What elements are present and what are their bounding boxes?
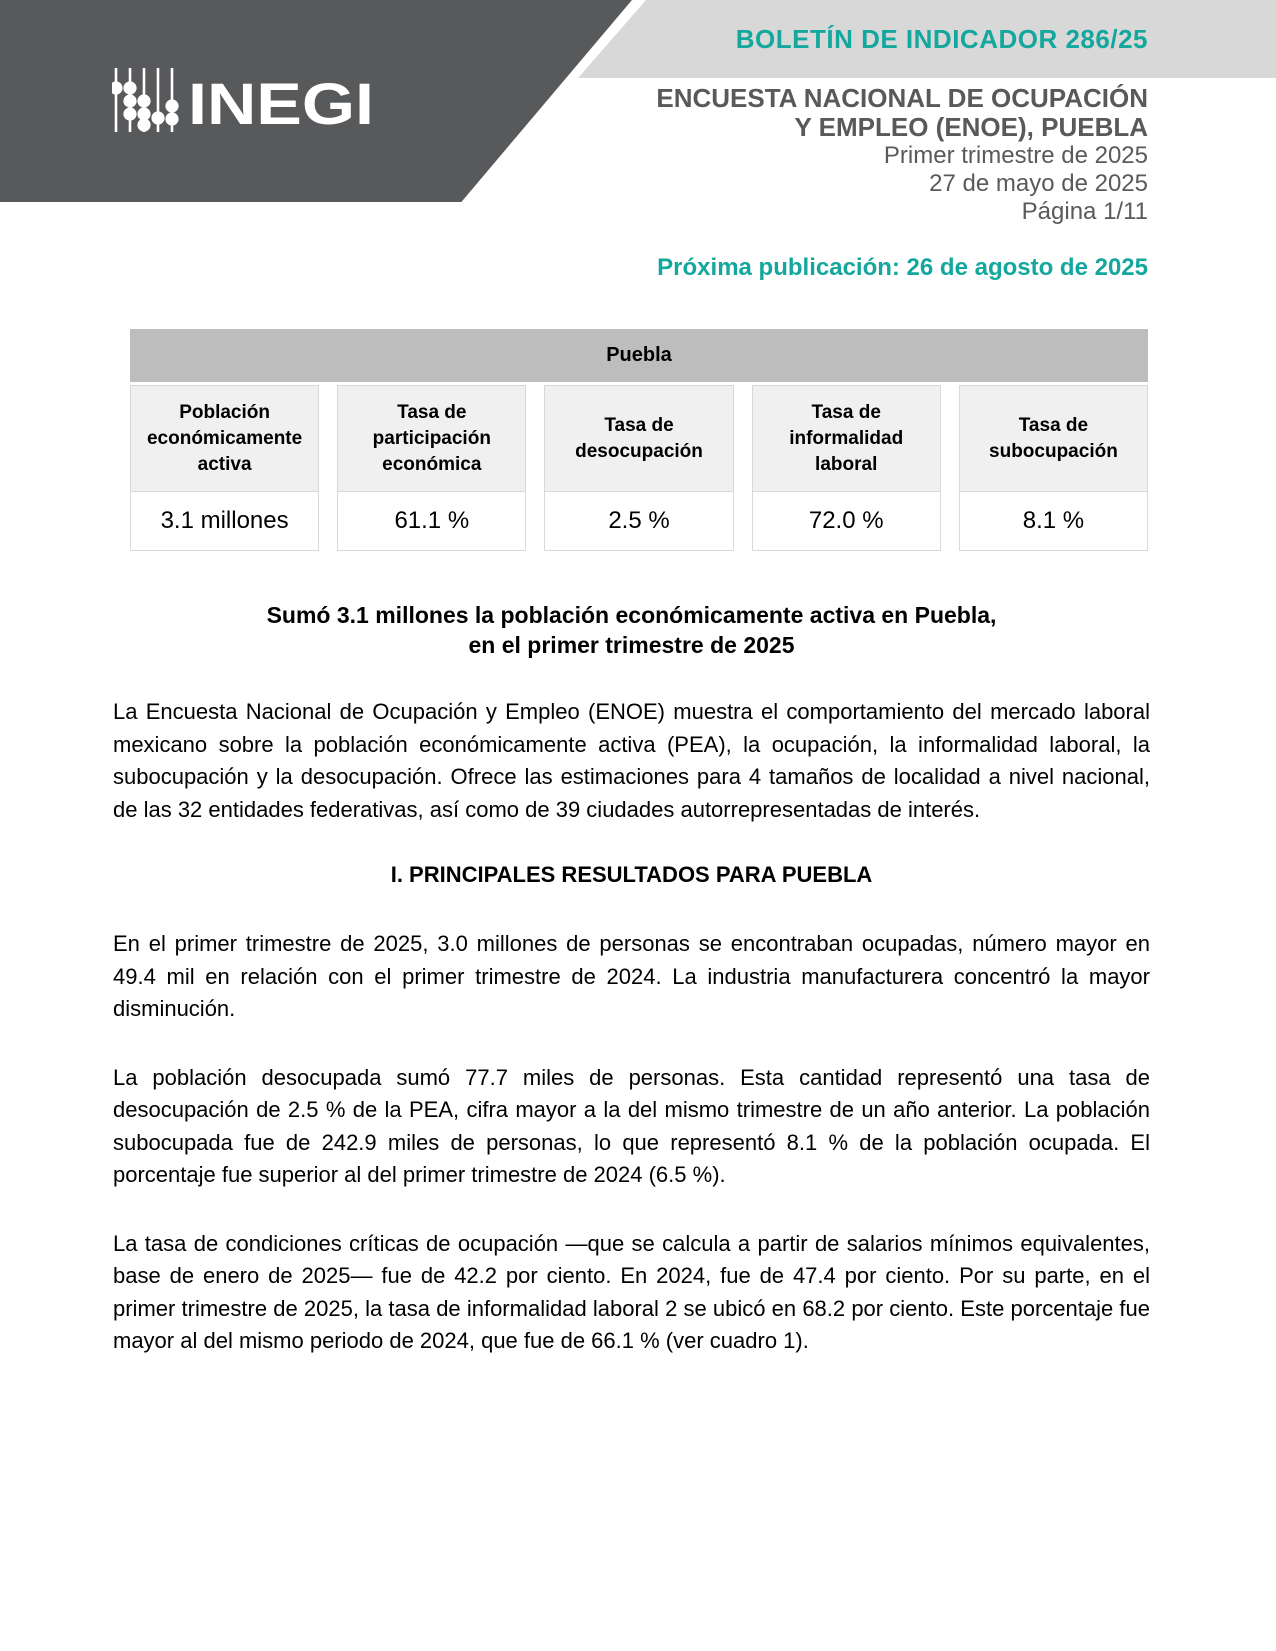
results-paragraph-critical-conditions: La tasa de condiciones críticas de ocupación —que se calcula a partir de salarios mínimos equivalentes, base de enero de 2025— fue de 42.2 por ciento. En 2024, fue de 47.4 por ciento. Por su parte, en el primer trimestre de 2025, la tasa de informalidad laboral 2 se ubicó en 68.2 por ciento. Este porcentaje fue mayor al del mismo periodo de 2024, que fue de 66.1 % (ver cuadro 1). (113, 1230, 1150, 1353)
bulletin-number: BOLETÍN DE INDICADOR 286/25 (735, 23, 1148, 54)
main-headline-line1: Sumó 3.1 millones la población económicamente activa en Puebla, (266, 602, 997, 628)
results-paragraph-occupation: En el primer trimestre de 2025, 3.0 millones de personas se encontraban ocupadas, número mayor en 49.4 mil en relación con el primer trimestre de 2024. La industria manufacturera concentró la mayor disminución. (113, 931, 1150, 1021)
indicator-value: 8.1 % (1022, 507, 1085, 534)
header-title-block (656, 84, 1148, 226)
abacus-logo-icon (112, 68, 377, 132)
indicator-label: Tasa de participación económica (338, 386, 525, 492)
inegi-wordmark: INEGI (188, 72, 374, 132)
main-headline-line2: en el primer trimestre de 2025 (468, 632, 795, 658)
inegi-logo (112, 68, 377, 132)
region-header: Puebla (130, 329, 1148, 382)
indicator-card-desocupacion (544, 385, 733, 551)
document-body (113, 600, 1150, 1394)
indicator-row (130, 385, 1148, 551)
results-paragraph-unemployment: La población desocupada sumó 77.7 miles de personas. Esta cantidad representó una tasa de desocupación de 2.5 % de la PEA, cifra mayor a la del mismo trimestre de un año anterior. La población subocupada fue de 242.9 miles de personas, lo que representó 8.1 % de la población ocupada. El porcentaje fue superior al del primer trimestre de 2024 (6.5 %). (113, 1064, 1150, 1187)
indicator-card-participacion (337, 385, 526, 551)
summary-table (130, 329, 1148, 551)
indicator-card-pea (130, 385, 319, 551)
indicator-value: 3.1 millones (160, 507, 289, 534)
release-date: 27 de mayo de 2025 (929, 170, 1148, 197)
indicator-label: Tasa de desocupación (545, 386, 732, 492)
main-headline (113, 600, 1150, 660)
section-heading-results: I. PRINCIPALES RESULTADOS PARA PUEBLA (390, 862, 873, 887)
page-indicator: Página 1/11 (1021, 198, 1148, 225)
intro-paragraph: La Encuesta Nacional de Ocupación y Empleo (ENOE) muestra el comportamiento del mercado laboral mexicano sobre la población económicamente activa (PEA), la ocupación, la informalidad laboral, la subocupación y la desocupación. Ofrece las estimaciones para 4 tamaños de localidad a nivel nacional, de las 32 entidades federativas, así como de 39 ciudades autorrepresentadas de interés. (113, 699, 1150, 822)
indicator-value: 61.1 % (394, 507, 470, 534)
survey-title-line1: ENCUESTA NACIONAL DE OCUPACIÓN (656, 83, 1148, 113)
period-label: Primer trimestre de 2025 (883, 142, 1148, 169)
survey-title-line2: Y EMPLEO (ENOE), PUEBLA (794, 112, 1148, 142)
indicator-label: Población económicamente activa (131, 386, 318, 492)
indicator-card-informalidad (752, 385, 941, 551)
indicator-value: 72.0 % (808, 507, 884, 534)
indicator-card-subocupacion (959, 385, 1148, 551)
next-publication-notice: Próxima publicación: 26 de agosto de 2025 (657, 254, 1148, 281)
indicator-label: Tasa de informalidad laboral (753, 386, 940, 492)
indicator-value: 2.5 % (608, 507, 670, 534)
indicator-label: Tasa de subocupación (960, 386, 1147, 492)
